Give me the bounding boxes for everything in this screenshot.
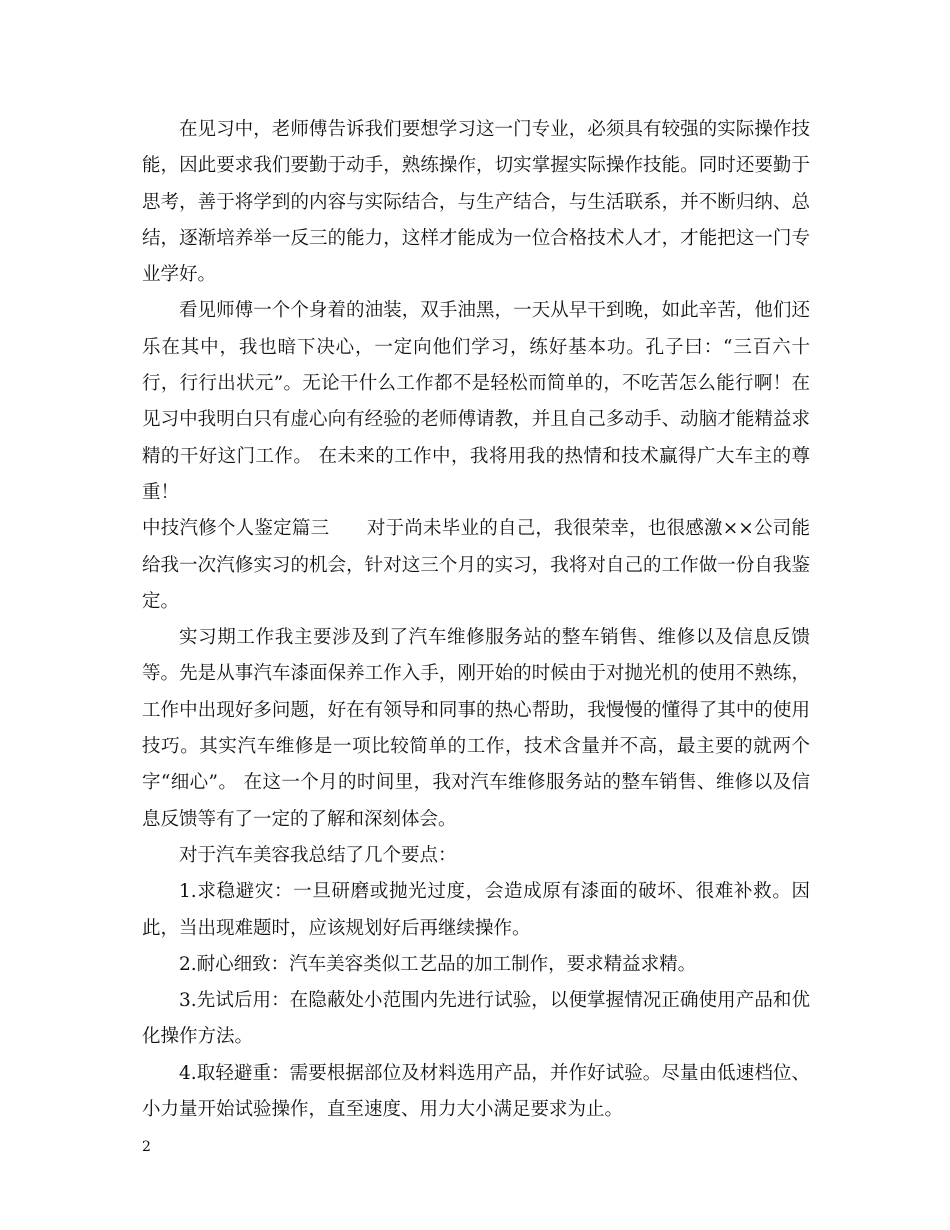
list-item-point-3: 3.先试后用：在隐蔽处小范围内先进行试验，以便掌握情况正确使用产品和优化操作方法。 (142, 990, 810, 1048)
paragraph-apprenticeship: 在见习中，老师傅告诉我们要想学习这一门专业，必须具有较强的实际操作技能，因此要求我们要勤于动手，熟练操作，切实掌握实际操作技能。同时还要勤于思考，善于将学到的内容与实际结合，与生产结合，与生活联系，并不断归纳、总结，逐渐培养举一反三的能力，这样才能成为一位合格技术人才，才能把这一门专业学好。 (142, 119, 810, 286)
paragraph-key-points-intro: 对于汽车美容我总结了几个要点： (179, 844, 457, 866)
list-item-point-1: 1.求稳避灾：一旦研磨或抛光过度，会造成原有漆面的破坏、很难补救。因此，当出现难题时，应该规划好后再继续操作。 (142, 881, 810, 939)
list-item-point-4: 4.取轻避重：需要根据部位及材料选用产品，并作好试验。尽量由低速档位、小力量开始试验操作，直至速度、用力大小满足要求为止。 (142, 1062, 810, 1121)
page-number: 2 (142, 1139, 151, 1155)
document-body (142, 112, 810, 1128)
paragraph-internship-work: 实习期工作我主要涉及到了汽车维修服务站的整车销售、维修以及信息反馈等。先是从事汽车漆面保养工作入手，刚开始的时候由于对抛光机的使用不熟练，工作中出现好多问题，好在有领导和同事的热心帮助，我慢慢的懂得了其中的使用技巧。其实汽车维修是一项比较简单的工作，技术含量并不高，最主要的就两个字“细心”。 在这一个月的时间里，我对汽车维修服务站的整车销售、维修以及信息反馈等有了一定的了解和深刻体会。 (142, 627, 810, 830)
paragraph-section-three-heading: 中技汽修个人鉴定篇三 对于尚未毕业的自己，我很荣幸，也很感激××公司能给我一次汽修实习的机会，针对这三个月的实习，我将对自己的工作做一份自我鉴定。 (142, 518, 810, 612)
paragraph-master-diligence: 看见师傅一个个身着的油装，双手油黑，一天从早干到晚，如此辛苦，他们还乐在其中，我也暗下决心，一定向他们学习，练好基本功。孔子曰：“三百六十行，行行出状元”。无论干什么工作都不是轻松而简单的，不吃苦怎么能行啊！在见习中我明白只有虚心向有经验的老师傅请教，并且自己多动手、动脑才能精益求精的干好这门工作。 在未来的工作中，我将用我的热情和技术赢得广大车主的尊重！ (142, 300, 810, 503)
list-item-point-2: 2.耐心细致：汽车美容类似工艺品的加工制作，要求精益求精。 (179, 953, 697, 975)
